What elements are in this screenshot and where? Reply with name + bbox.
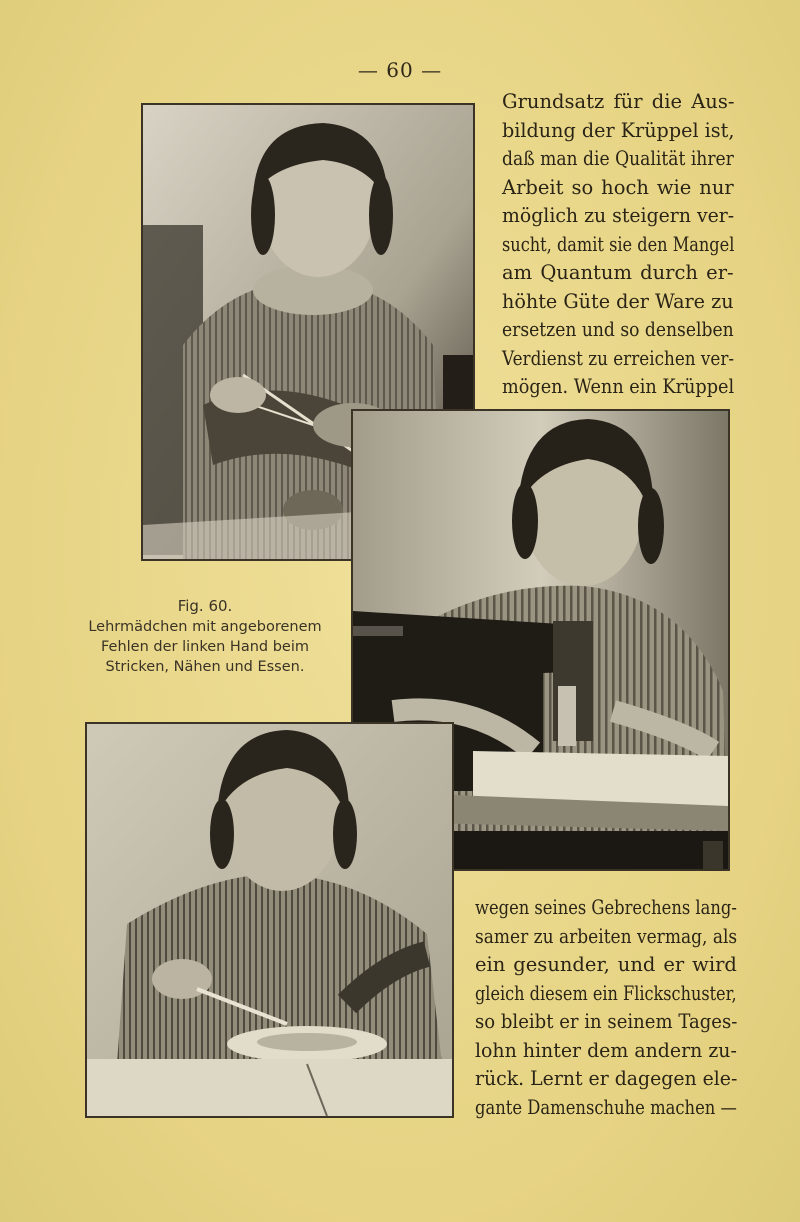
text-line: rück. Lernt er dagegen ele-: [475, 1067, 738, 1090]
caption-line: Stricken, Nähen und Essen.: [105, 659, 305, 675]
text-line: wegen seines Gebrechens lang-: [475, 896, 737, 919]
caption-line: Fehlen der linken Hand beim: [100, 639, 310, 655]
text-line: sucht, damit sie den Mangel: [502, 232, 735, 256]
photo-eating: [85, 722, 454, 1118]
text-line: samer zu arbeiten vermag, als: [475, 924, 738, 948]
text-line: Verdienst zu erreichen ver-: [502, 346, 735, 370]
text-line: ersetzen und so denselben: [502, 318, 734, 341]
text-line: bildung der Krüppel ist,: [502, 118, 735, 142]
text-line: gleich diesem ein Flickschuster,: [475, 981, 737, 1005]
figure-caption: [60, 596, 350, 677]
text-line: möglich zu steigern ver-: [502, 204, 735, 227]
text-line: so bleibt er in seinem Tages-: [475, 1010, 738, 1033]
text-line: daß man die Qualität ihrer: [502, 147, 734, 170]
body-text-bottom: [475, 894, 737, 1122]
text-line: mögen. Wenn ein Krüppel: [502, 375, 735, 398]
figure-label: Fig. 60.: [177, 597, 233, 615]
page-number: — 60 —: [357, 58, 443, 82]
text-line: höhte Güte der Ware zu: [502, 289, 734, 313]
text-line: Arbeit so hoch wie nur: [502, 175, 734, 199]
text-line: gante Damenschuhe machen —: [475, 1095, 737, 1119]
text-line: lohn hinter dem andern zu-: [475, 1038, 737, 1062]
text-line: Grundsatz für die Aus-: [502, 90, 735, 113]
caption-line: Lehrmädchen mit angeborenem: [88, 619, 322, 635]
photo-eating-image: [87, 724, 452, 1116]
body-text-top: [502, 88, 734, 402]
text-line: ein gesunder, und er wird: [475, 953, 737, 976]
text-line: am Quantum durch er-: [502, 261, 734, 284]
